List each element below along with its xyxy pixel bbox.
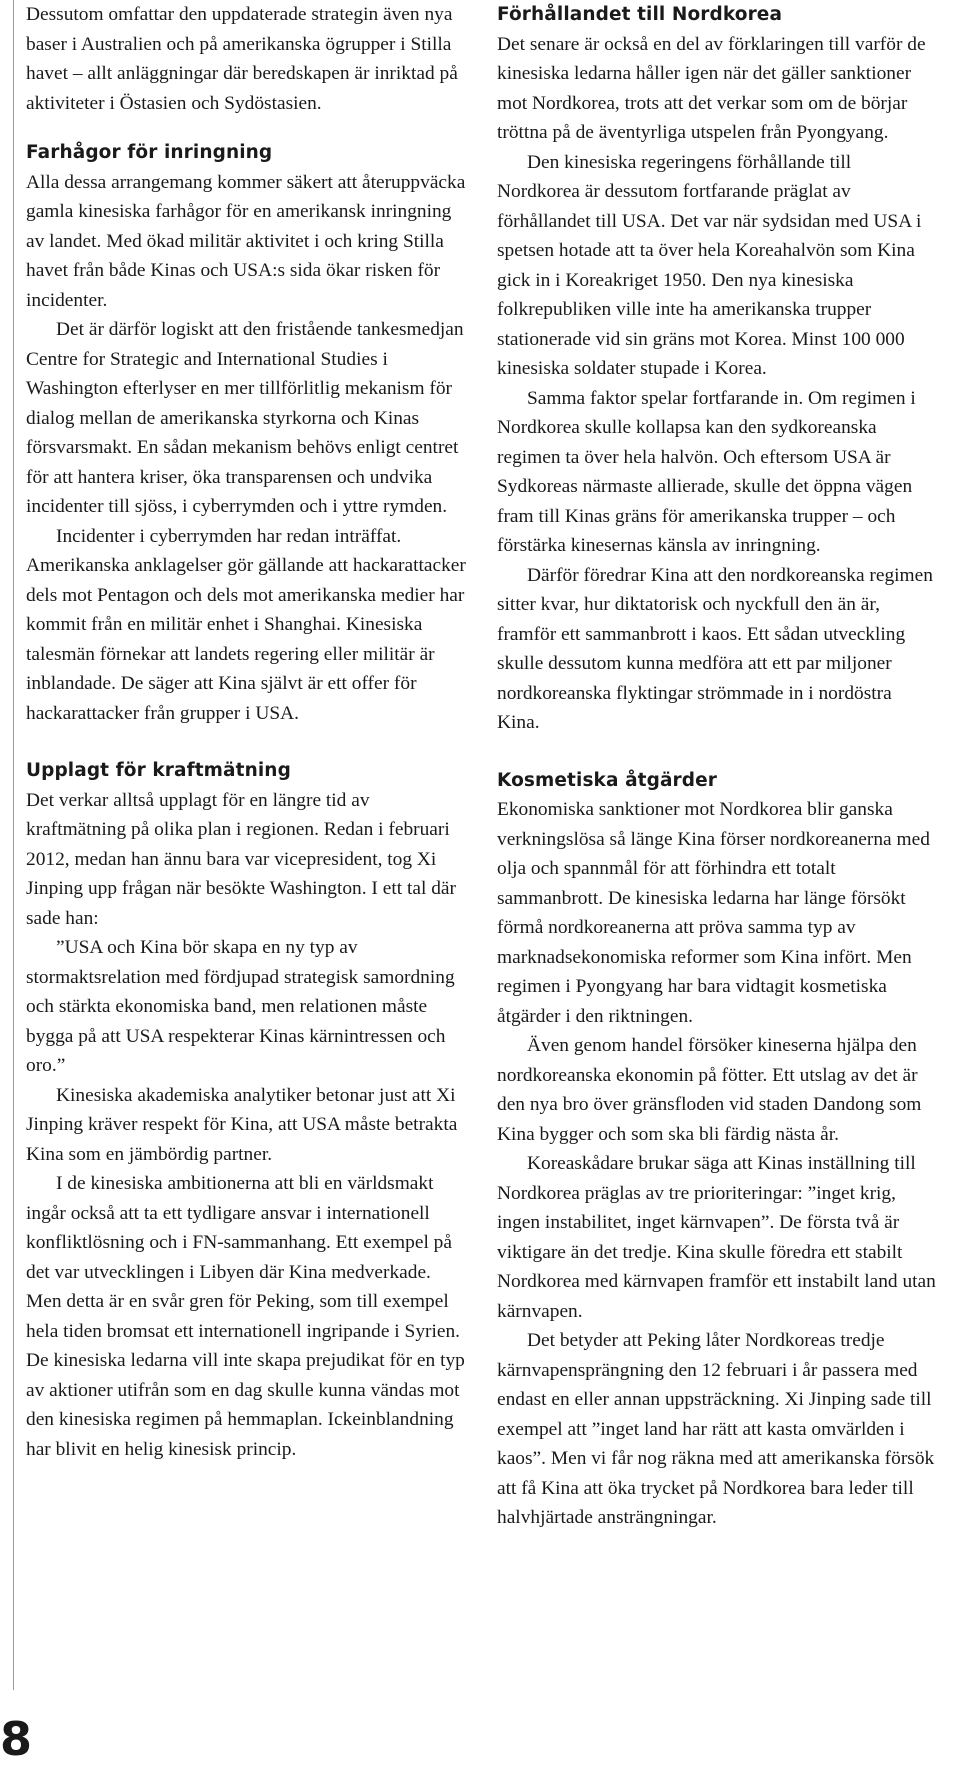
body-paragraph: Det senare är också en del av förklaringen till varför de kinesiska ledarna håller igen när det gäller sanktioner mot Nordkorea, trots att det verkar som om de börjar tröttna på de äventyrliga utspelen från Pyongyang.: [497, 33, 926, 143]
body-paragraph: ”USA och Kina bör skapa en ny typ av stormaktsrelation med fördjupad strategisk samordning och stärkta ekonomiska band, men relationen måste bygga på att USA respekterar Kinas kärnintressen och oro.”: [26, 937, 455, 1076]
body-paragraph: Det betyder att Peking låter Nordkoreas tredje kärnvapensprängning den 12 februari i år passera med endast en eller annan uppsträckning. Xi Jinping sade till exempel att ”inget land har rätt att kasta omvärlden i kaos”. Men vi får nog räkna med att amerikanska försök att få Kina att öka trycket på Nordkorea bara leder till halvhjärtade ansträngningar.: [497, 1330, 935, 1528]
body-paragraph: Alla dessa arrangemang kommer säkert att återuppväcka gamla kinesiska farhågor för en amerikansk inringning av landet. Med ökad militär aktivitet i och kring Stilla havet från både Kinas och USA:s sida ökar risken för incidenter.: [26, 171, 466, 311]
body-paragraph: Ekonomiska sanktioner mot Nordkorea blir ganska verkningslösa så länge Kina förser nordkoreanerna med olja och spannmål för att förhindra ett totalt sammanbrott. De kinesiska ledarna har länge försökt förmå nordkoreanerna att pröva samma typ av marknadsekonomiska reformer som Kina infört. Men regimen i Pyongyang har bara vidtagit kosmetiska åtgärder i den riktningen.: [497, 799, 930, 1027]
article-column-right: [497, 0, 937, 1533]
page-number: 8: [0, 1712, 33, 1766]
body-paragraph: Incidenter i cyberrymden har redan inträffat. Amerikanska anklagelser gör gällande att hackarattacker dels mot Pentagon och dels mot amerikanska medier har kommit från en militär enhet i Shanghai. Kinesiska talesmän förnekar att landets regering eller militär är inblandade. De säger att Kina självt är ett offer för hackarattacker från grupper i USA.: [26, 525, 466, 724]
article-column-left: [26, 0, 466, 1464]
section-heading: Upplagt för kraftmätning: [26, 760, 291, 781]
body-paragraph: Det är därför logiskt att den fristående tankesmedjan Centre for Strategic and International Studies i Washington efterlyser en mer tillförlitlig mekanism för dialog mellan de amerikanska styrkorna och Kinas försvarsmakt. En sådan mekanism behövs enligt centret för att hantera kriser, öka transparensen och undvika incidenter till sjöss, i cyberrymden och i yttre rymden.: [26, 319, 464, 517]
body-paragraph: I de kinesiska ambitionerna att bli en världsmakt ingår också att ta ett tydligare ansvar i internationell konfliktlösning och i FN-sammanhang. Ett exempel på det var utvecklingen i Libyen där Kina medverkade. Men detta är en svår gren för Peking, som till exempel hela tiden bromsat ett internationell ingripande i Syrien. De kinesiska ledarna vill inte skapa prejudikat för en typ av aktioner utifrån som en dag skulle kunna vändas mot den kinesiska regimen på hemmaplan. Ickeinblandning har blivit en helig kinesisk princip.: [26, 1173, 465, 1460]
body-paragraph: Därför föredrar Kina att den nordkoreanska regimen sitter kvar, hur diktatorisk och nyckfull den än är, framför ett sammanbrott i kaos. Ett sådan utveckling skulle dessutom kunna medföra att ett par miljoner nordkoreanska flyktingar strömmade in i nordöstra Kina.: [497, 564, 933, 733]
body-paragraph: Koreaskådare brukar säga att Kinas inställning till Nordkorea präglas av tre prioriteringar: ”inget krig, ingen instabilitet, inget kärnvapen”. De första två är viktigare än det tredje. Kina skulle föredra ett stabilt Nordkorea med kärnvapen framför ett instabilt land utan kärnvapen.: [497, 1153, 936, 1322]
section-heading: Förhållandet till Nordkorea: [497, 4, 783, 25]
body-paragraph: Den kinesiska regeringens förhållande till Nordkorea är dessutom fortfarande präglat av förhållandet till USA. Det var när sydsidan med USA i spetsen hotade att ta över hela Koreahalvön som Kina gick in i Koreakriget 1950. Den nya kinesiska folkrepubliken ville inte ha amerikanska trupper stationerade vid sin gräns mot Korea. Minst 100 000 kinesiska soldater stupade i Korea.: [497, 151, 922, 379]
left-margin-rule: [13, 0, 14, 1690]
body-paragraph: Kinesiska akademiska analytiker betonar just att Xi Jinping kräver respekt för Kina, att USA måste betrakta Kina som en jämbördig partner.: [26, 1084, 458, 1165]
section-heading: Farhågor för inringning: [26, 142, 273, 163]
body-paragraph: Samma faktor spelar fortfarande in. Om regimen i Nordkorea skulle kollapsa kan den sydkoreanska regimen ta över hela halvön. Och eftersom USA är Sydkoreas närmaste allierade, skulle det öppna vägen fram till Kinas gräns för amerikanska trupper – och förstärka kinesernas känsla av inringning.: [497, 387, 916, 556]
body-paragraph: Även genom handel försöker kineserna hjälpa den nordkoreanska ekonomin på fötter. Ett utslag av det är den nya bro över gränsfloden vid staden Dandong som Kina bygger och som ska bli färdig nästa år.: [497, 1035, 922, 1145]
body-paragraph: Det verkar alltså upplagt för en längre tid av kraftmätning på olika plan i regionen. Redan i februari 2012, medan han ännu bara var vicepresident, tog Xi Jinping upp frågan när besökte Washington. I ett tal där sade han:: [26, 789, 456, 929]
section-heading: Kosmetiska åtgärder: [497, 769, 717, 791]
body-paragraph: Dessutom omfattar den uppdaterade strategin även nya baser i Australien och på amerikanska ögrupper i Stilla havet – allt anläggningar där beredskapen är inriktad på aktiviteter i Östasien och Sydöstasien.: [26, 4, 458, 114]
